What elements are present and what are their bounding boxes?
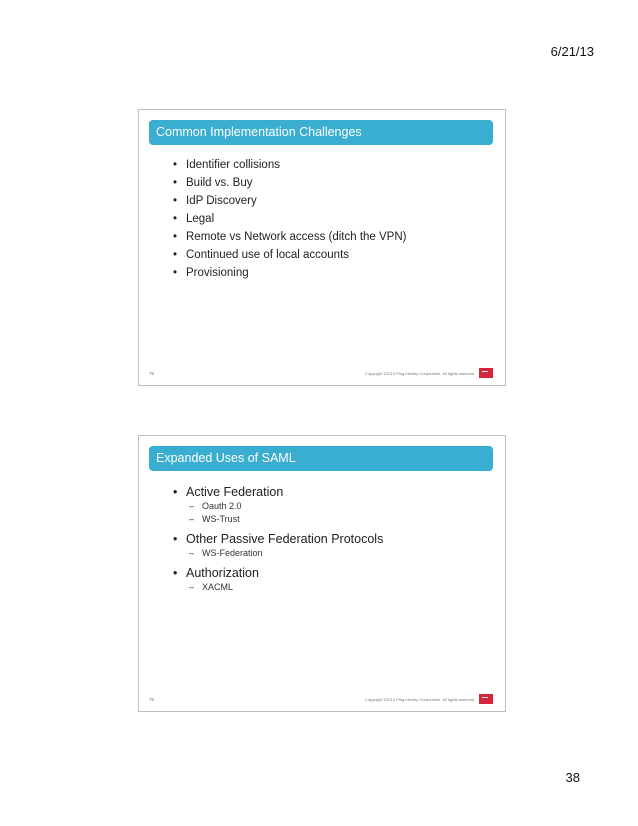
slide-number: 76 <box>149 697 155 702</box>
sub-bullet-item: – Oauth 2.0 <box>173 500 383 513</box>
bullet-list <box>173 156 407 282</box>
slide-title: Expanded Uses of SAML <box>149 446 493 471</box>
company-logo-icon <box>479 694 493 704</box>
slide-title: Common Implementation Challenges <box>149 120 493 145</box>
bullet-item: • Identifier collisions <box>173 156 407 174</box>
slide-expanded-uses-of-saml <box>138 435 506 712</box>
bullet-item: • Other Passive Federation Protocols <box>173 531 383 547</box>
bullet-item: • IdP Discovery <box>173 192 407 210</box>
copyright-notice: Copyright ©2013 Ping Identity Corporation. All rights reserved. <box>365 371 476 376</box>
sub-bullet-item: – WS-Federation <box>173 547 383 560</box>
bullet-item: • Build vs. Buy <box>173 174 407 192</box>
slide-number: 75 <box>149 371 155 376</box>
bullet-item: • Provisioning <box>173 264 407 282</box>
bullet-item: • Remote vs Network access (ditch the VPN) <box>173 228 407 246</box>
sub-bullet-item: – XACML <box>173 581 383 594</box>
page-date: 6/21/13 <box>550 44 594 59</box>
page-number: 38 <box>565 770 580 785</box>
bullet-item: • Legal <box>173 210 407 228</box>
bullet-item: • Active Federation <box>173 484 383 500</box>
sub-bullet-item: – WS-Trust <box>173 513 383 526</box>
company-logo-icon <box>479 368 493 378</box>
bullet-item: • Continued use of local accounts <box>173 246 407 264</box>
bullet-list <box>173 484 383 594</box>
bullet-item: • Authorization <box>173 565 383 581</box>
copyright-notice: Copyright ©2013 Ping Identity Corporation. All rights reserved. <box>365 697 476 702</box>
slide-common-implementation-challenges <box>138 109 506 386</box>
